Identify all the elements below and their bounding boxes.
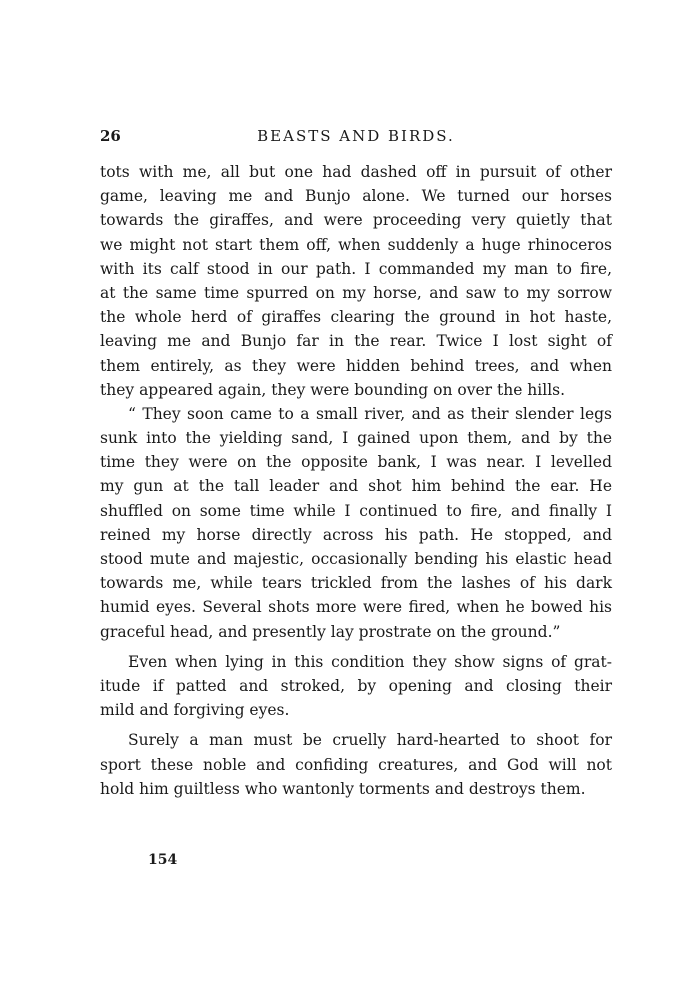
paragraph	[100, 402, 612, 644]
text-line: “ They soon came to a small river, and as their slender legs	[128, 404, 612, 423]
text-line: the whole herd of giraffes clearing the ground in hot haste,	[100, 308, 612, 327]
text-line: tots with me, all but one had dashed off in pursuit of other	[100, 163, 612, 181]
text-line: hold him guiltless who wantonly torments and destroys them.	[100, 779, 586, 798]
text-line: at the same time spurred on my horse, and saw to my sorrow	[100, 283, 612, 302]
text-line: my gun at the tall leader and shot him behind the ear. He	[100, 477, 612, 496]
body-text	[100, 160, 612, 801]
paragraph	[100, 650, 612, 723]
paragraph	[100, 160, 612, 402]
text-line: with its calf stood in our path. I commanded my man to fire,	[100, 259, 612, 278]
text-line: reined my horse directly across his path. He stopped, and	[100, 525, 612, 544]
signature-mark: 154	[148, 852, 178, 868]
text-line: leaving me and Bunjo far in the rear. Twice I lost sight of	[100, 332, 612, 351]
text-line: them entirely, as they were hidden behind trees, and when	[100, 356, 612, 375]
text-line: Even when lying in this condition they show signs of grat-	[128, 652, 612, 671]
text-line: shuffled on some time while I continued to fire, and finally I	[100, 501, 612, 520]
text-line: time they were on the opposite bank, I was near. I levelled	[100, 453, 612, 472]
text-line: towards the giraffes, and were proceeding very quietly that	[100, 211, 612, 230]
text-line: humid eyes. Several shots more were fired, when he bowed his	[100, 598, 612, 617]
running-head	[100, 127, 612, 149]
page-number: 26	[100, 127, 121, 145]
paragraph	[100, 728, 612, 801]
text-line: we might not start them off, when suddenly a huge rhinoceros	[100, 235, 612, 254]
text-line: mild and forgiving eyes.	[100, 701, 290, 720]
text-line: graceful head, and presently lay prostrate on the ground.”	[100, 622, 561, 641]
running-title: BEASTS AND BIRDS.	[257, 127, 455, 145]
text-line: they appeared again, they were bounding on over the hills.	[100, 380, 566, 399]
text-line: itude if patted and stroked, by opening and closing their	[100, 676, 612, 695]
text-line: towards me, while tears trickled from the lashes of his dark	[100, 574, 612, 593]
text-line: sunk into the yielding sand, I gained upon them, and by the	[100, 429, 612, 448]
text-line: Surely a man must be cruelly hard-hearted to shoot for	[128, 731, 612, 750]
text-line: game, leaving me and Bunjo alone. We turned our horses	[100, 187, 612, 206]
text-line: sport these noble and confiding creatures, and God will not	[100, 755, 612, 774]
text-line: stood mute and majestic, occasionally bending his elastic head	[100, 550, 612, 568]
